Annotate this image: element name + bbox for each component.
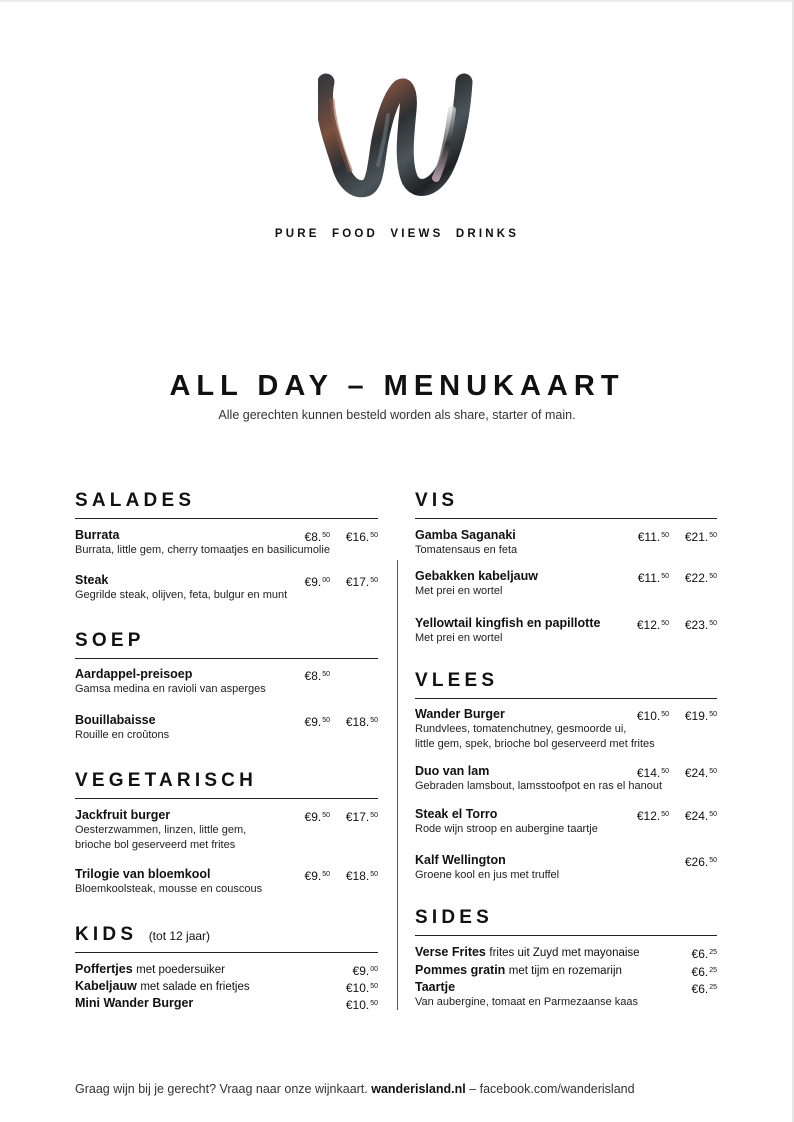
menu-subtitle: Alle gerechten kunnen besteld worden als share, starter of main.: [218, 408, 576, 422]
price-main: €22.50: [684, 571, 717, 585]
item-name: Kabeljauw met salade en frietjes: [75, 979, 250, 993]
wander-w-logo: [318, 70, 478, 200]
menu-item-duo-van-lam: [415, 764, 717, 794]
item-name: Steak: [75, 573, 109, 587]
footer-text: Graag wijn bij je gerecht? Vraag naar onze wijnkaart.: [75, 1082, 368, 1096]
item-description: Gegrilde steak, olijven, feta, bulgur en munt: [75, 589, 288, 601]
item-description: Tomatensaus en feta: [415, 544, 518, 556]
section-rule: [415, 698, 717, 699]
item-description: little gem, spek, brioche bol geserveerd met frites: [415, 738, 655, 750]
menu-item-aardappel-preisoep: [75, 667, 378, 697]
price-main: €23.50: [684, 618, 717, 632]
item-name: Gebakken kabeljauw: [415, 569, 538, 583]
price: €6.25: [691, 947, 717, 961]
brand-tagline: PURE FOOD VIEWS DRINKS: [274, 228, 520, 240]
price: €9.00: [352, 964, 378, 978]
column-divider: [397, 560, 398, 1010]
footer: [75, 1082, 720, 1096]
price: €6.25: [691, 982, 717, 996]
menu-item-yellowtail-kingfish: [415, 616, 717, 646]
item-name: Bouillabaisse: [75, 713, 156, 727]
price-share: €12.50: [636, 809, 669, 823]
item-name: Pommes gratin met tijm en rozemarijn: [415, 963, 622, 977]
item-name: Wander Burger: [415, 707, 505, 721]
price-main: €18.50: [345, 715, 378, 729]
item-name: Taartje: [415, 980, 456, 994]
price: €10.50: [345, 981, 378, 995]
price-main: €19.50: [684, 709, 717, 723]
item-description: Rode wijn stroop en aubergine taartje: [415, 823, 598, 835]
section-rule: [75, 518, 378, 519]
section-title: VEGETARISCH: [75, 770, 258, 791]
item-name: Kalf Wellington: [415, 853, 506, 867]
price-main: €17.50: [345, 810, 378, 824]
item-name: Aardappel-preisoep: [75, 667, 193, 681]
item-name: Poffertjes met poedersuiker: [75, 962, 225, 976]
price: €10.50: [345, 998, 378, 1012]
menu-item-bouillabaisse: [75, 713, 378, 743]
item-name: Gamba Saganaki: [415, 528, 516, 542]
price: €6.25: [691, 965, 717, 979]
item-description: Burrata, little gem, cherry tomaatjes en basilicumolie: [75, 544, 330, 556]
section-soep: [75, 630, 378, 659]
item-name: Duo van lam: [415, 764, 490, 778]
item-name: Yellowtail kingfish en papillotte: [415, 616, 601, 630]
menu-item-wander-burger: [415, 707, 717, 752]
section-sides: [415, 907, 717, 936]
price-main: €26.50: [684, 855, 717, 869]
section-rule: [75, 798, 378, 799]
item-name: Trilogie van bloemkool: [75, 867, 211, 881]
price-main: €16.50: [345, 530, 378, 544]
item-name: Jackfruit burger: [75, 808, 171, 822]
price-share: €12.50: [636, 618, 669, 632]
price-share: €10.50: [636, 709, 669, 723]
menu-item-poffertjes: [75, 962, 378, 978]
item-description: Gamsa medina en ravioli van asperges: [75, 683, 266, 695]
menu-item-steak-el-torro: [415, 807, 717, 837]
item-name: Burrata: [75, 528, 120, 542]
section-rule: [75, 658, 378, 659]
price-main: €24.50: [684, 809, 717, 823]
section-title: VIS: [415, 490, 459, 511]
item-name: Verse Frites frites uit Zuyd met mayonaise: [415, 945, 640, 959]
price-share: €11.50: [637, 530, 669, 544]
menu-item-steak: [75, 573, 378, 603]
page-top-edge: [0, 0, 794, 2]
item-description: Rouille en croûtons: [75, 729, 170, 741]
price-share: €14.50: [636, 766, 669, 780]
facebook-link[interactable]: – facebook.com/wanderisland: [469, 1082, 635, 1096]
section-title: SOEP: [75, 630, 145, 651]
section-vis: [415, 490, 717, 519]
section-rule: [415, 935, 717, 936]
section-rule: [75, 952, 378, 953]
menu-item-mini-wander-burger: [75, 996, 378, 1011]
price-main: €24.50: [684, 766, 717, 780]
section-rule: [415, 518, 717, 519]
item-name: Mini Wander Burger: [75, 996, 194, 1010]
price-share: €9.50: [304, 869, 330, 883]
price-main: €18.50: [345, 869, 378, 883]
section-note: (tot 12 jaar): [148, 929, 211, 943]
menu-item-jackfruit-burger: [75, 808, 378, 853]
price-share: €8.50: [304, 530, 330, 544]
item-description: Bloemkoolsteak, mousse en couscous: [75, 883, 263, 895]
menu-item-kalf-wellington: [415, 853, 717, 883]
section-salades: [75, 490, 378, 519]
section-kids: [75, 924, 378, 953]
item-description: Met prei en wortel: [415, 585, 503, 597]
menu-title: ALL DAY – MENUKAART: [169, 370, 625, 402]
price-share: €8.50: [304, 669, 330, 683]
item-description: Oesterzwammen, linzen, little gem,: [75, 824, 247, 836]
menu-item-pommes-gratin: [415, 963, 717, 979]
price-share: €11.50: [637, 571, 669, 585]
section-title: SIDES: [415, 907, 494, 928]
item-description: Van aubergine, tomaat en Parmezaanse kaas: [415, 996, 638, 1008]
menu-item-gamba-saganaki: [415, 528, 717, 558]
price-main: €17.50: [345, 575, 378, 589]
section-title: VLEES: [415, 670, 499, 691]
item-name: Steak el Torro: [415, 807, 498, 821]
item-description: brioche bol geserveerd met frites: [75, 839, 236, 851]
price-share: €9.50: [304, 715, 330, 729]
menu-item-verse-frites: [415, 945, 717, 961]
price-main: €21.50: [684, 530, 717, 544]
item-description: Gebraden lamsbout, lamsstoofpot en ras el hanout: [415, 780, 663, 792]
website-link[interactable]: wanderisland.nl: [371, 1082, 466, 1096]
menu-item-kabeljauw: [75, 979, 378, 995]
menu-item-gebakken-kabeljauw: [415, 569, 717, 599]
menu-item-taartje: [415, 980, 717, 1010]
price-share: €9.50: [304, 810, 330, 824]
menu-item-burrata: [75, 528, 378, 558]
section-title: SALADES: [75, 490, 196, 511]
menu-item-trilogie-van-bloemkool: [75, 867, 378, 897]
item-description: Groene kool en jus met truffel: [415, 869, 560, 881]
price-share: €9.00: [304, 575, 330, 589]
item-description: Met prei en wortel: [415, 632, 503, 644]
section-vlees: [415, 670, 717, 699]
section-vegetarisch: [75, 770, 378, 799]
section-title: KIDS (tot 12 jaar): [75, 924, 211, 945]
item-description: Rundvlees, tomatenchutney, gesmoorde ui,: [415, 723, 627, 735]
